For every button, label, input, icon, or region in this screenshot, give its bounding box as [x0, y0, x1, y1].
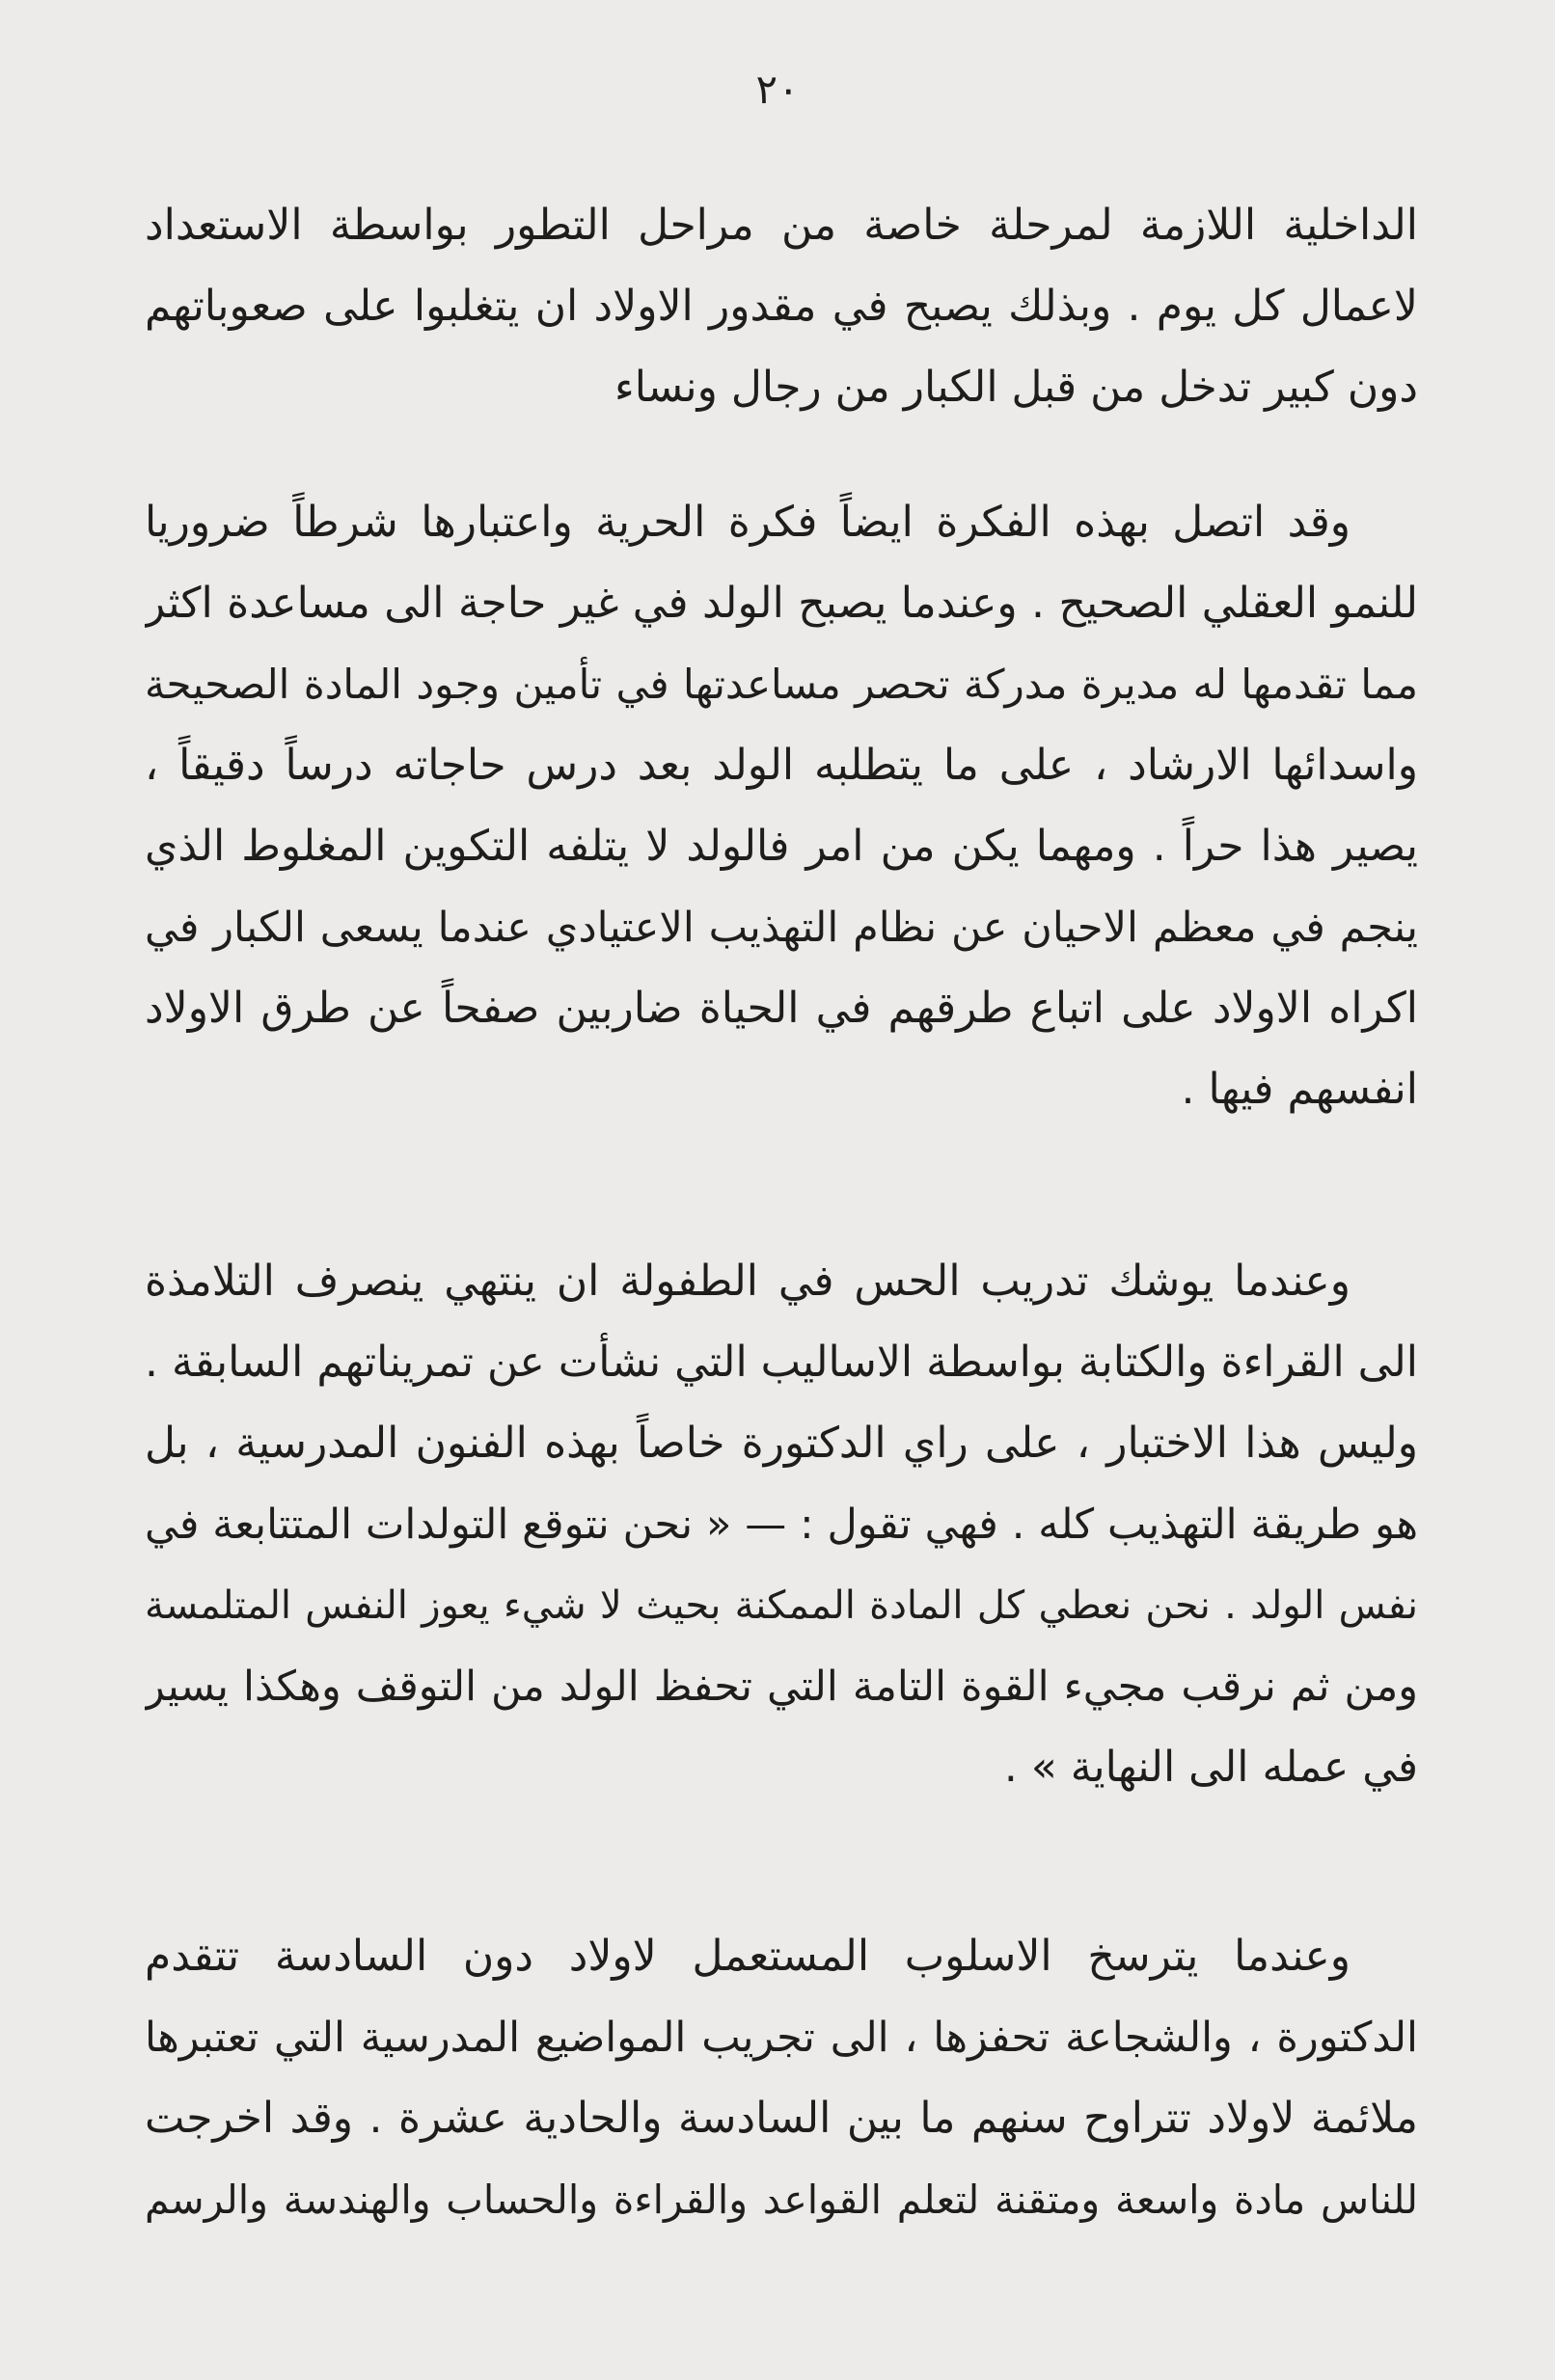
text-line: الى القراءة والكتابة بواسطة الاساليب التي نشأت عن تمريناتهم السابقة . — [145, 1338, 1418, 1387]
paragraph-1 — [145, 185, 1418, 428]
text-line: للنمو العقلي الصحيح . وعندما يصبح الولد في غير حاجة الى مساعدة اكثر — [145, 579, 1418, 628]
text-line: يصير هذا حراً . ومهما يكن من امر فالولد لا يتلفه التكوين المغلوط الذي — [145, 822, 1418, 871]
text-line: الداخلية اللازمة لمرحلة خاصة من مراحل التطور بواسطة الاستعداد — [145, 201, 1418, 250]
text-line: وليس هذا الاختبار ، على راي الدكتورة خاصاً بهذه الفنون المدرسية ، بل — [145, 1419, 1418, 1468]
text-line: ومن ثم نرقب مجيء القوة التامة التي تحفظ الولد من التوقف وهكذا يسير — [145, 1663, 1418, 1711]
paragraph-3 — [145, 1241, 1418, 1808]
text-line: واسدائها الارشاد ، على ما يتطلبه الولد بعد درس حاجاته درساً دقيقاً ، — [145, 741, 1418, 790]
paragraph-2 — [145, 482, 1418, 1130]
text-line: وقد اتصل بهذه الفكرة ايضاً فكرة الحرية واعتبارها شرطاً ضروريا — [145, 498, 1350, 547]
text-line: في عمله الى النهاية » . — [1003, 1743, 1418, 1792]
text-line: مما تقدمها له مديرة مدركة تحصر مساعدتها في تأمين وجود المادة الصحيحة — [145, 661, 1418, 708]
text-line: انفسهم فيها . — [1181, 1065, 1418, 1114]
page-number: ٢٠ — [755, 66, 800, 113]
text-line: اكراه الاولاد على اتباع طرقهم في الحياة ضاربين صفحاً عن طرق الاولاد — [145, 984, 1418, 1033]
text-line: دون كبير تدخل من قبل الكبار من رجال ونساء — [614, 363, 1418, 412]
text-line: ملائمة لاولاد تتراوح سنهم ما بين السادسة والحادية عشرة . وقد اخرجت — [145, 2094, 1418, 2143]
paragraph-4 — [145, 1916, 1418, 2240]
text-line: نفس الولد . نحن نعطي كل المادة الممكنة بحيث لا شيء يعوز النفس المتلمسة — [145, 1583, 1418, 1628]
text-line: الدكتورة ، والشجاعة تحفزها ، الى تجريب المواضيع المدرسية التي تعتبرها — [145, 2014, 1418, 2062]
text-line: ينجم في معظم الاحيان عن نظام التهذيب الاعتيادي عندما يسعى الكبار في — [145, 904, 1418, 952]
text-line: وعندما يوشك تدريب الحس في الطفولة ان ينتهي ينصرف التلامذة — [145, 1257, 1350, 1306]
text-line: للناس مادة واسعة ومتقنة لتعلم القواعد والقراءة والحساب والهندسة والرسم — [145, 2177, 1418, 2223]
text-line: هو طريقة التهذيب كله . فهي تقول : — « نحن نتوقع التولدات المتتابعة في — [145, 1501, 1418, 1549]
text-line: لاعمال كل يوم . وبذلك يصبح في مقدور الاولاد ان يتغلبوا على صعوباتهم — [145, 282, 1418, 331]
text-line: وعندما يترسخ الاسلوب المستعمل لاولاد دون السادسة تتقدم — [145, 1932, 1350, 1981]
